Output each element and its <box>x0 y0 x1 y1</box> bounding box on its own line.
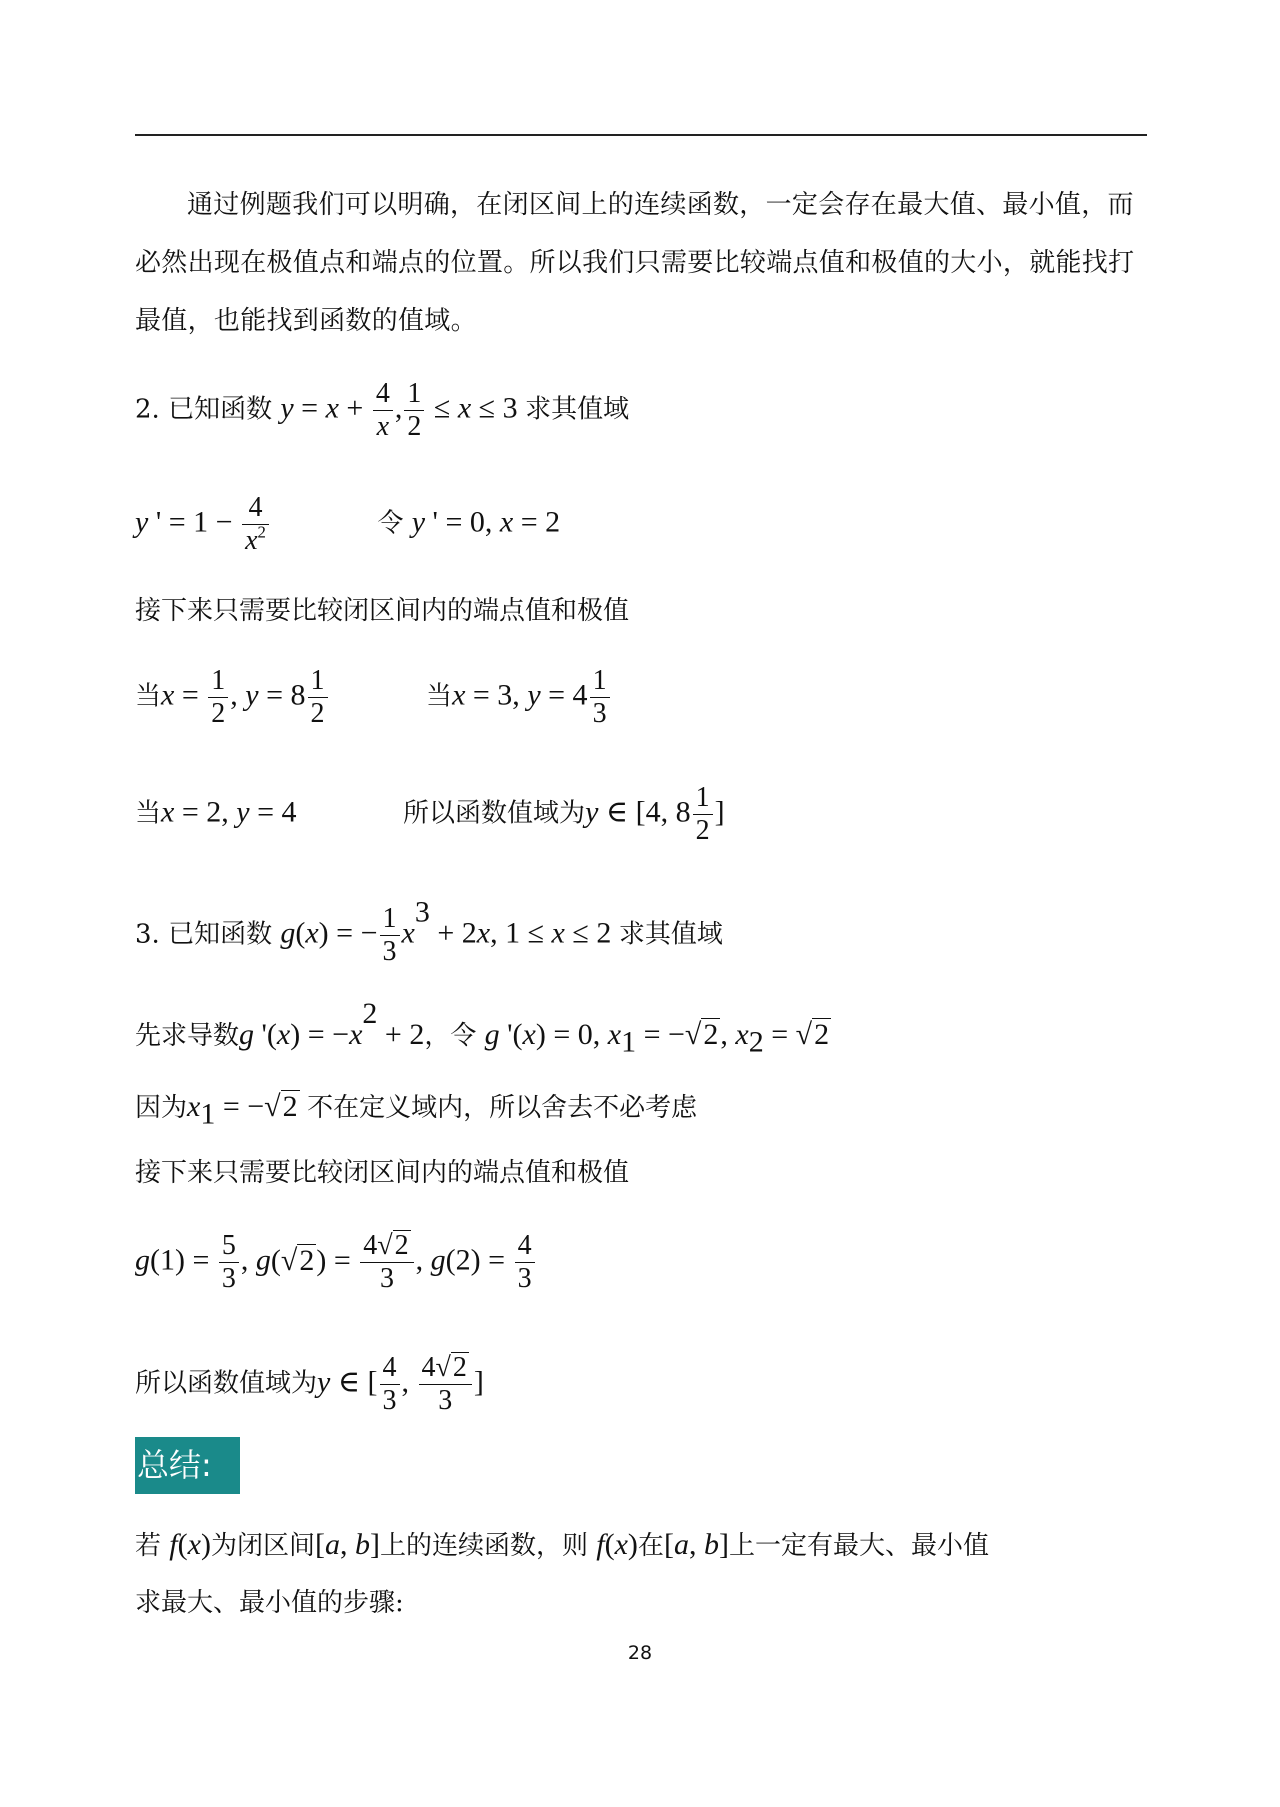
example-2-prefix: 2. 已知函数 <box>135 394 273 425</box>
page-number: 28 <box>627 1642 653 1664</box>
example-3-range: 所以函数值域为y ∈ [ $\frac{4}{3}$ , $\frac{4√2}{3}$ ] <box>135 1352 484 1417</box>
example-2-derivative: y ' = 1 − $\frac{4}{x^2}$ 令 y ' = 0, x = 2 <box>135 492 561 557</box>
example-3-derivative: 先求导数g '$(x) = -x^2 + 2$，令 g '(x) = 0, $x_1 = -√2$, $x_2 = √2$ <box>135 997 830 1059</box>
example-2-formula: y <box>280 391 294 425</box>
example-2-statement: 2. 已知函数 y = x + $\frac{4}{x}$ , $\frac{1}{2}$ ≤ x ≤ 3 求其值域 <box>135 378 630 443</box>
example-2-extreme-and-range: 当x = 2, y = 4 所以函数值域为y ∈ [4, 8 $\frac{1}{2}$ ] <box>135 782 725 847</box>
example-3-values: g(1) = $\frac{5}{3}$ , g(√2) = $\frac{4√2}{3}$ , g(2) = $\frac{4}{3}$ <box>135 1230 537 1295</box>
example-3-compare: 接下来只需要比较闭区间内的端点值和极值 <box>135 1158 630 1188</box>
summary-line-2: 求最大、最小值的步骤: <box>135 1588 404 1618</box>
example-2-compare: 接下来只需要比较闭区间内的端点值和极值 <box>135 596 630 626</box>
example-2-set-zero-label: 令 <box>377 508 404 539</box>
example-2-range-label: 所以函数值域为 <box>403 798 586 829</box>
header-rule <box>135 134 1147 136</box>
example-2-endpoint-values: 当x = $\frac{1}{2}$ , y = 8 $\frac{1}{2}$ 当x = 3, y = 4 $\frac{1}{3}$ <box>135 665 612 730</box>
example-2-suffix: 求其值域 <box>525 394 630 425</box>
example-3-discard-note: 因为$x_1 = -√2$ 不在定义域内，所以舍去不必考虑 <box>135 1090 698 1131</box>
example-3-prefix: 3. 已知函数 <box>135 919 273 950</box>
intro-paragraph: 通过例题我们可以明确，在闭区间上的连续函数，一定会存在最大值、最小值，而必然出现在极值点和端点的位置。所以我们只需要比较端点值和极值的大小，就能找打最值，也能找到函数的值域。 <box>135 190 1135 336</box>
summary-line-1: 若 f(x)为闭区间[a, b]上的连续函数，则 f(x)在[a, b]上一定有最大、最小值 <box>135 1528 989 1561</box>
summary-badge: 总结: <box>135 1437 240 1494</box>
example-3-suffix: 求其值域 <box>618 919 723 950</box>
example-3-statement: 3. 已知函数 g(x) = − $\frac{1}{3}$ $x^3 + 2x$, 1 ≤ x ≤ 2 求其值域 <box>135 895 723 968</box>
